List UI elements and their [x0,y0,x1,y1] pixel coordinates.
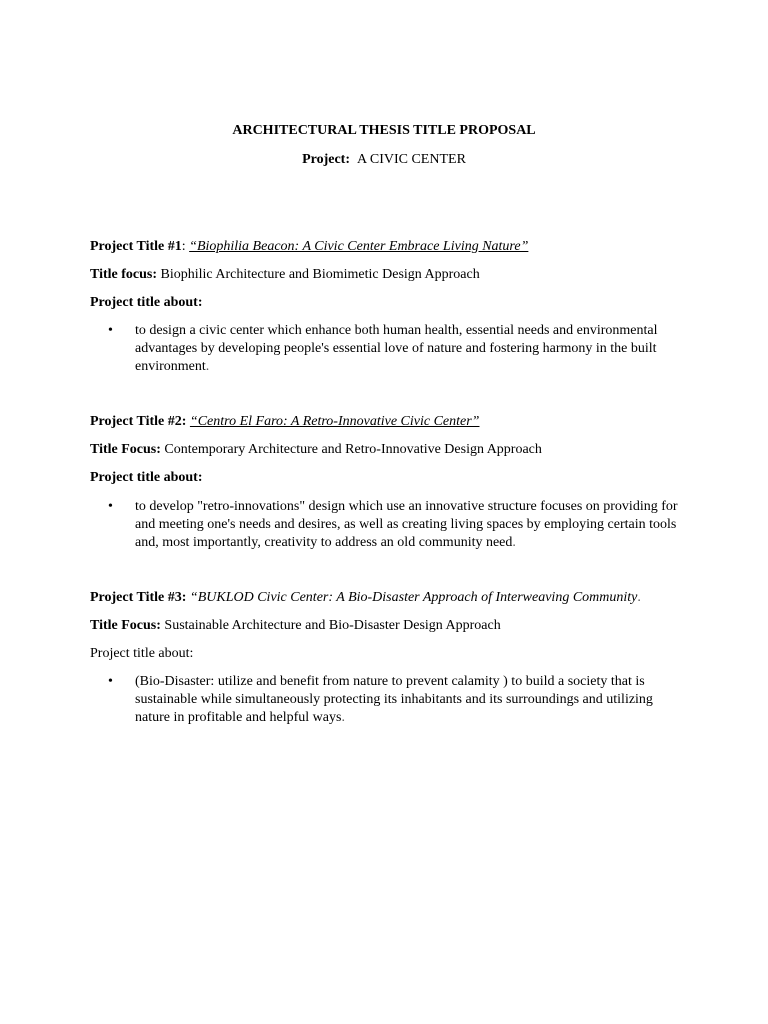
project-1-about-label: Project title about: [90,295,203,310]
project-2-bullet-icon: • [108,499,113,514]
project-value: A CIVIC CENTER [357,152,466,167]
project-3-focus [90,617,690,635]
project-1-heading [90,238,690,256]
project-1-focus-label: Title focus: [90,267,158,282]
project-1-description: to design a civic center which enhance both human health, essential needs and environmental advantages by developing people's essential love of nature and fostering harmony in the built environment [135,323,658,374]
project-1-sep: : [181,239,186,254]
project-1-bullet-text [135,322,680,376]
project-3-about-label: Project title about: [90,646,194,661]
project-3-title: “BUKLOD Civic Center: A Bio-Disaster Approach of Interweaving Community [189,590,638,605]
project-2-focus-label: Title Focus: [90,442,161,457]
project-3-label: Project Title #3: [90,590,187,605]
project-2-heading [90,413,690,431]
project-3-description: (Bio-Disaster: utilize and benefit from nature to prevent calamity ) to build a society that is sustainable while simultaneously protecting its inhabitants and its surroundings and utilizing nature in profitable and helpful ways [135,674,653,725]
project-2-focus [90,441,690,459]
project-1-title: “Biophilia Beacon: A Civic Center Embrace Living Nature” [189,239,529,254]
project-3-heading [90,589,690,607]
project-2-description: to develop "retro-innovations" design which use an innovative structure focuses on providing for and meeting one's needs and desires, as well as creating living spaces by employing certain tools and, most importantly, creativity to address an old community need [135,499,678,550]
project-3-bullet-icon: • [108,674,113,689]
project-3-title-end: . [637,590,641,605]
project-1-focus-value: Biophilic Architecture and Biomimetic Design Approach [160,267,480,282]
project-3-description-end: . [341,710,345,725]
project-line [0,151,768,169]
project-label: Project: [302,152,351,167]
project-2-label: Project Title #2: [90,414,187,429]
project-2-about-label: Project title about: [90,470,203,485]
project-3-focus-label: Title Focus: [90,618,161,633]
project-1-bullet-icon: • [108,323,113,338]
project-2-title: “Centro El Faro: A Retro-Innovative Civic Center” [189,414,480,429]
document-title: ARCHITECTURAL THESIS TITLE PROPOSAL [232,123,536,138]
project-2-focus-value: Contemporary Architecture and Retro-Innovative Design Approach [164,442,542,457]
project-2-description-end: . [512,535,516,550]
project-1-focus [90,266,690,284]
project-2-bullet-text [135,498,680,552]
project-1-description-end: . [205,359,210,374]
project-1-label: Project Title #1 [90,239,182,254]
project-3-focus-value: Sustainable Architecture and Bio-Disaster Design Approach [164,618,501,633]
project-3-bullet-text [135,673,680,727]
